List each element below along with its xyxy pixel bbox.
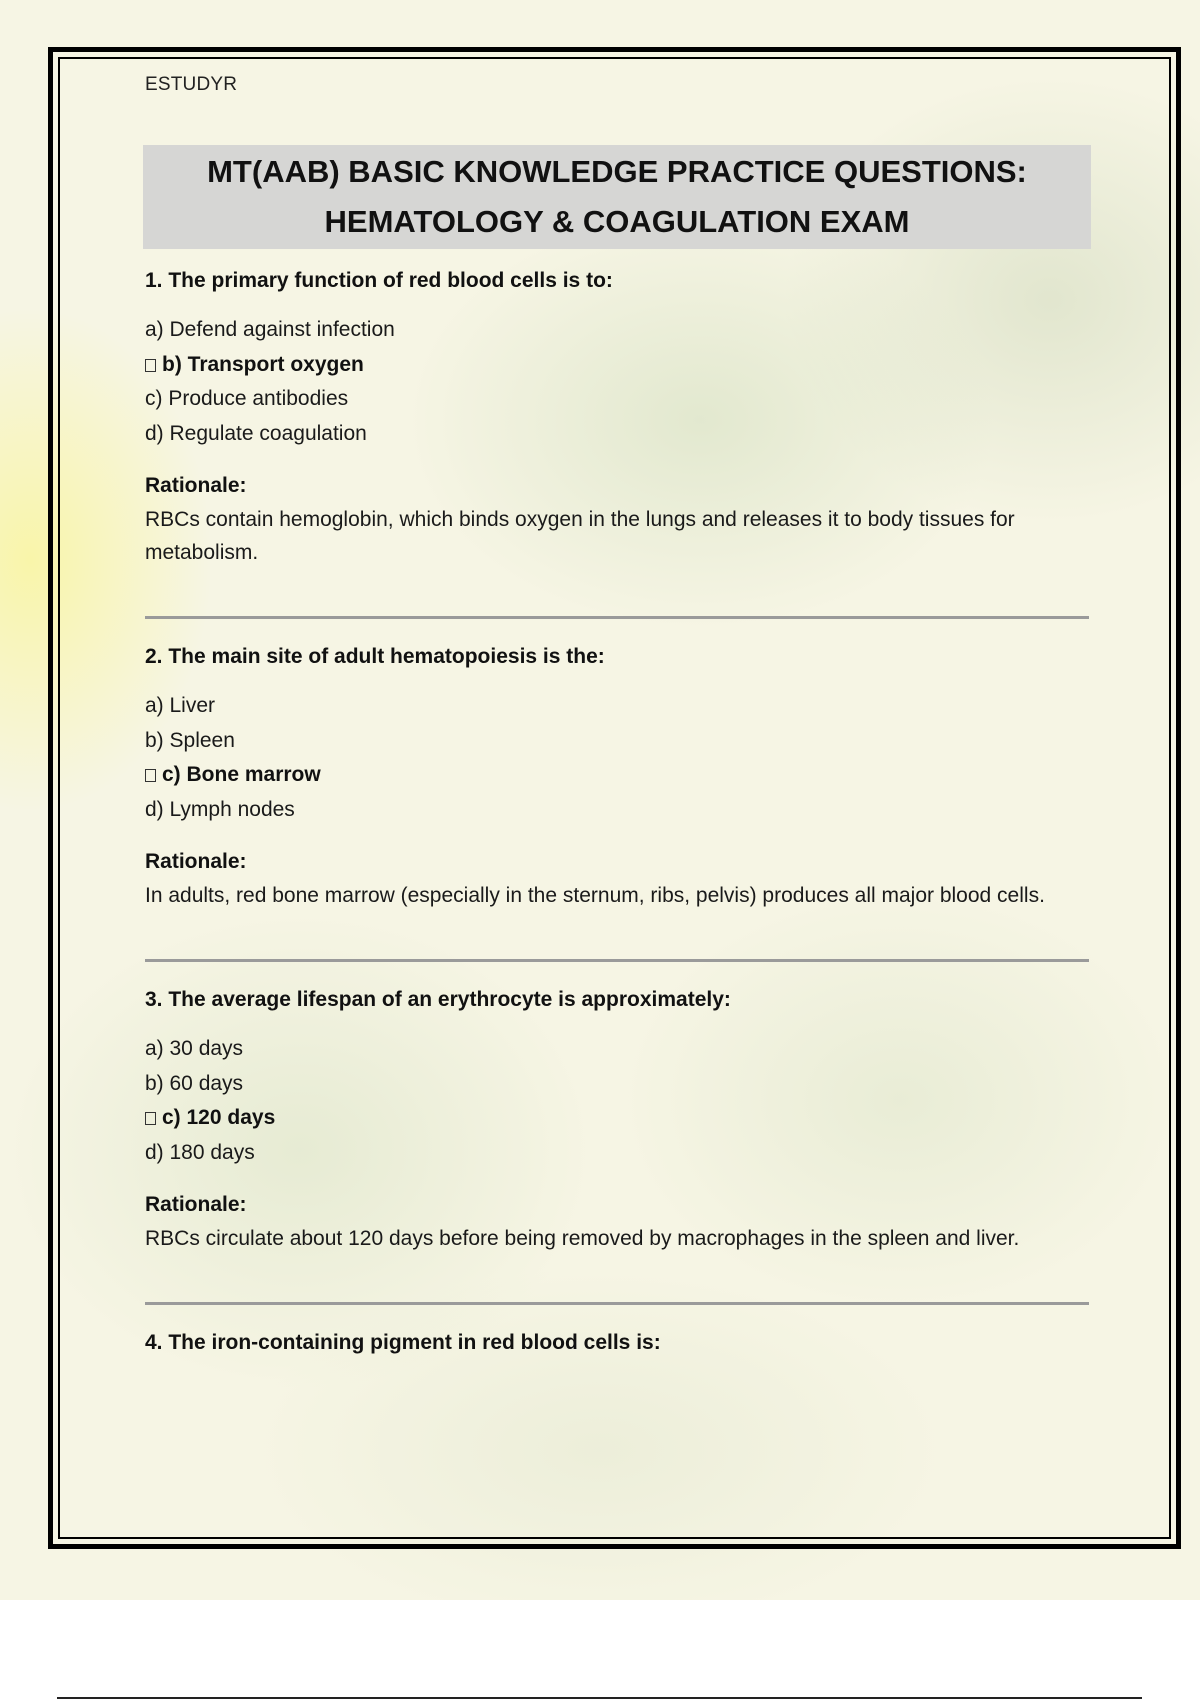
- brand-label: ESTUDYR: [145, 74, 238, 95]
- question-text: 2. The main site of adult hematopoiesis is the:: [145, 645, 605, 668]
- checkbox-icon: [145, 359, 156, 372]
- section-divider: [145, 959, 1089, 962]
- answer-option: a) Defend against infection: [145, 318, 395, 341]
- answer-option: a) 30 days: [145, 1037, 244, 1060]
- answer-option: c) Produce antibodies: [145, 387, 349, 410]
- answer-option: b) Spleen: [145, 728, 235, 752]
- title-banner: [143, 145, 1091, 249]
- answer-option: a) Liver: [145, 694, 216, 717]
- correct-answer-option: [145, 758, 1090, 793]
- rationale-text: In adults, red bone marrow (especially in the sternum, ribs, pelvis) produces all major blood cells.: [145, 884, 1045, 907]
- footer-rule: [57, 1697, 1142, 1699]
- question-list: [145, 263, 1090, 1361]
- question-block: [145, 982, 1090, 1255]
- question-block: [145, 1325, 1090, 1361]
- rationale-label: Rationale:: [145, 1193, 247, 1216]
- answer-option: b) 60 days: [145, 1071, 244, 1095]
- correct-answer-option: [145, 1101, 1090, 1136]
- question-text: 1. The primary function of red blood cells is to:: [145, 269, 613, 292]
- rationale-label: Rationale:: [145, 474, 247, 497]
- answer-options: [145, 313, 1090, 451]
- answer-option-text: b) Transport oxygen: [162, 352, 364, 376]
- answer-options: [145, 689, 1090, 827]
- section-divider: [145, 1302, 1089, 1305]
- answer-option: d) Lymph nodes: [145, 797, 295, 821]
- title-line-2: HEMATOLOGY & COAGULATION EXAM: [324, 204, 910, 239]
- title-line-1: MT(AAB) BASIC KNOWLEDGE PRACTICE QUESTIONS:: [207, 154, 1027, 189]
- answer-option: d) Regulate coagulation: [145, 421, 367, 445]
- answer-option-text: c) 120 days: [162, 1106, 276, 1129]
- answer-options: [145, 1032, 1090, 1170]
- section-divider: [145, 616, 1089, 619]
- question-block: [145, 639, 1090, 912]
- correct-answer-option: [145, 348, 1090, 383]
- answer-option: d) 180 days: [145, 1140, 255, 1164]
- checkbox-icon: [145, 1112, 156, 1125]
- answer-option-text: c) Bone marrow: [162, 763, 321, 786]
- question-text: 3. The average lifespan of an erythrocyte is approximately:: [145, 988, 731, 1011]
- rationale-text: RBCs contain hemoglobin, which binds oxygen in the lungs and releases it to body tissues for metabolism.: [145, 508, 1015, 564]
- rationale-text: RBCs circulate about 120 days before being removed by macrophages in the spleen and liver.: [145, 1227, 1020, 1250]
- rationale-label: Rationale:: [145, 850, 247, 873]
- checkbox-icon: [145, 769, 156, 782]
- question-text: 4. The iron-containing pigment in red blood cells is:: [145, 1331, 661, 1354]
- question-block: [145, 263, 1090, 569]
